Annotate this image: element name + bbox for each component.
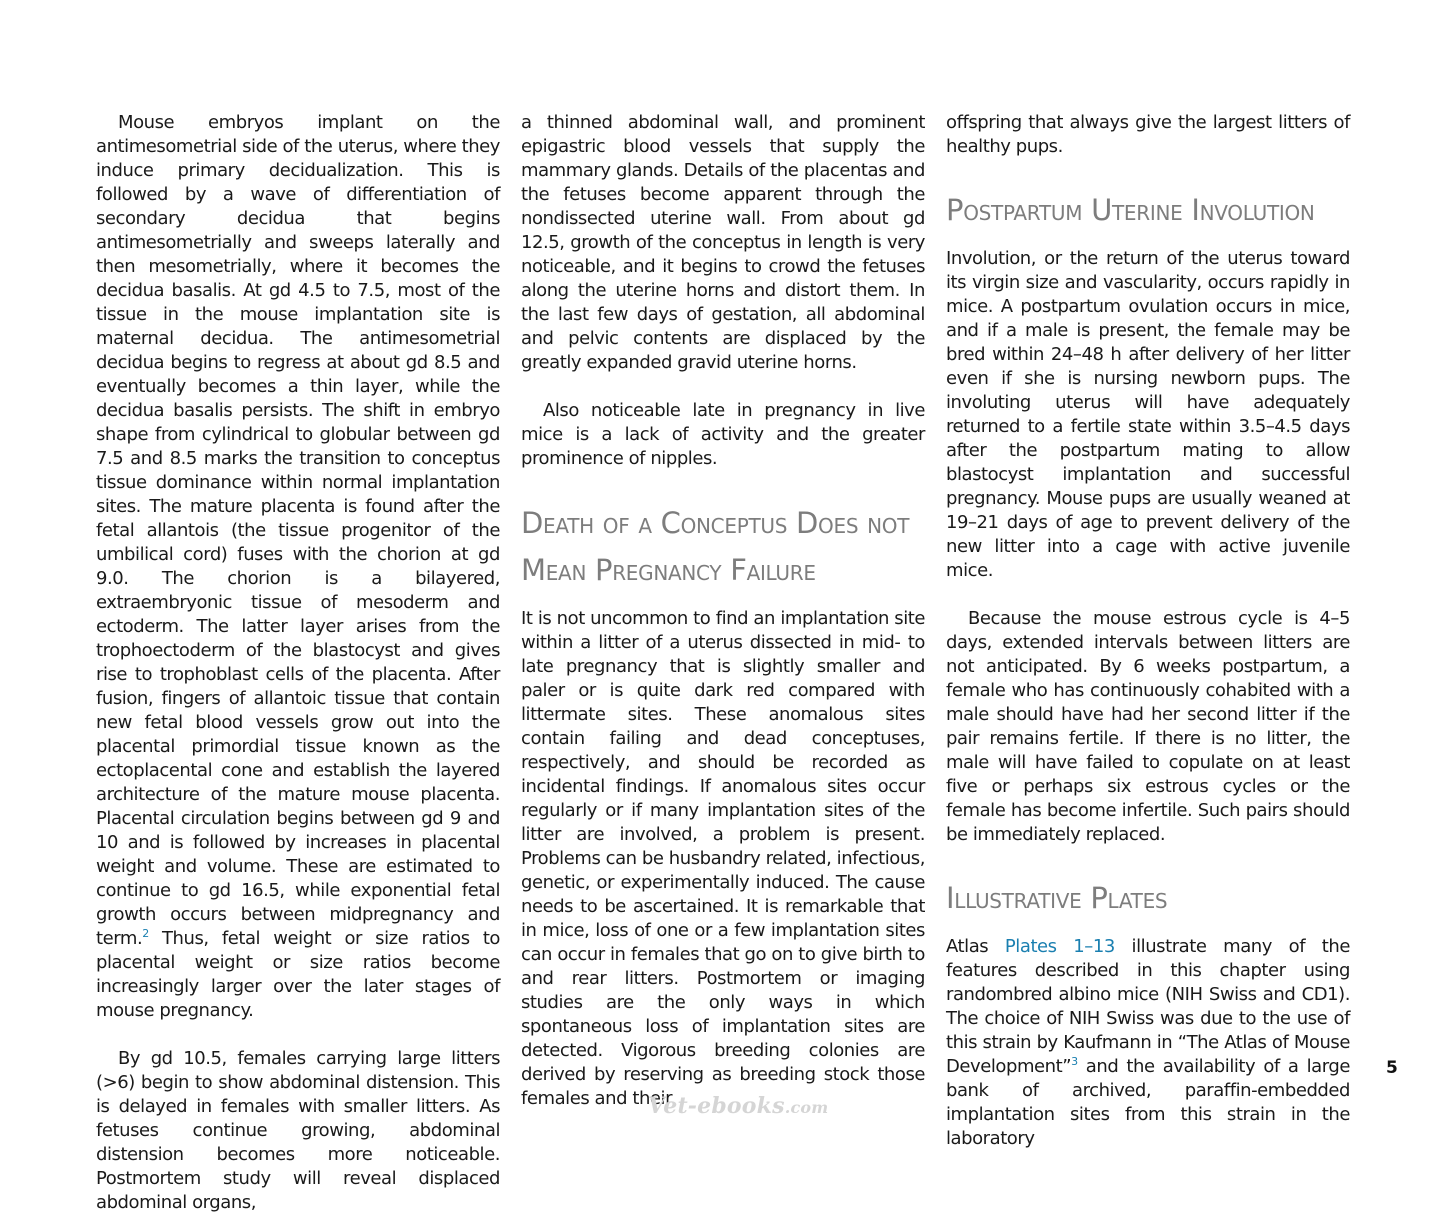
watermark-main: Vet-ebooks xyxy=(648,1093,785,1119)
footnote-ref-link[interactable]: 3 xyxy=(1071,1055,1078,1068)
paragraph-text: and the availability of a large bank of archived, paraffin-embedded implantation sites from this strain in the laboratory xyxy=(946,1056,1350,1149)
paragraph-text: Thus, fetal weight or size ratios to placental weight or size ratios become increasingly larger over the later stages of mouse pregnancy. xyxy=(96,928,500,1021)
section-heading: Illustrative Plates xyxy=(946,881,1168,915)
paragraph: By gd 10.5, females carrying large litters (>6) begin to show abdominal distension. This is delayed in females with smaller litters. As fetuses continue growing, abdominal distension becomes more noticeable. Postmortem study will reveal displaced abdominal organs, xyxy=(96,1048,500,1213)
paragraph-text: Mouse embryos implant on the antimesometrial side of the uterus, where they induce primary decidualization. This is followed by a wave of differentiation of secondary decidua that begins antimesometrially and sweeps laterally and then mesometrially, where it becomes the decidua basalis. At gd 4.5 to 7.5, most of the tissue in the mouse implantation site is maternal decidua. The antimesometrial decidua begins to regress at about gd 8.5 and eventually becomes a thin layer, while the decidua basalis persists. The shift in embryo shape from cylindrical to globular between gd 7.5 and 8.5 marks the transition to conceptus tissue dominance within normal implantation sites. The mature placenta is found after the fetal allantois (the tissue progenitor of the umbilical cord) fuses with the chorion at gd 9.0. The chorion is a bilayered, extraembryonic tissue of mesoderm and ectoderm. The latter layer arises from the trophoectoderm of the blastocyst and gives rise to trophoblast cells of the placenta. After fusion, fingers of allantoic tissue that contain new fetal blood vessels grow out into the placental primordial tissue known as the ectoplacental cone and establish the layered architecture of the mature mouse placenta. Placental circulation begins between gd 9 and 10 and is followed by increases in placental weight and volume. These are estimated to continue to gd 16.5, while exponential fetal growth occurs between midpregnancy and term. xyxy=(96,112,500,949)
page-number: 5 xyxy=(1386,1058,1398,1078)
watermark-suffix: .com xyxy=(784,1098,829,1117)
paragraph xyxy=(96,111,500,1023)
paragraph: offspring that always give the largest litters of healthy pups. xyxy=(946,112,1350,157)
text-column-3 xyxy=(946,111,1350,1151)
watermark-logo xyxy=(648,1093,828,1119)
paragraph xyxy=(946,935,1350,1151)
text-column-1 xyxy=(96,111,500,1215)
paragraph: Because the mouse estrous cycle is 4–5 days, extended intervals between litters are not anticipated. By 6 weeks postpartum, a female who has continuously cohabited with a male should have had her second litter if the pair remains fertile. If there is no litter, the male will have failed to copulate on at least five or perhaps six estrous cycles or the female has become infertile. Such pairs should be immediately replaced. xyxy=(946,608,1350,845)
text-column-2 xyxy=(521,111,925,1111)
plates-link[interactable]: Plates 1–13 xyxy=(1004,936,1115,957)
paragraph-text: illustrate many of the features described in this chapter using randombred albino mice (NIH Swiss and CD1). The choice of NIH Swiss was due to the use of this strain by Kaufmann in “The Atlas of Mouse Development” xyxy=(946,936,1350,1077)
paragraph: Involution, or the return of the uterus toward its virgin size and vascularity, occurs rapidly in mice. A postpartum ovulation occurs in mice, and if a male is present, the female may be bred within 24–48 h after delivery of her litter even if she is nursing newborn pups. The involuting uterus will have adequately returned to a fertile state within 3.5–4.5 days after the postpartum mating to allow blastocyst implantation and successful pregnancy. Mouse pups are usually weaned at 19–21 days of age to prevent delivery of the new litter into a cage with active juvenile mice. xyxy=(946,248,1350,581)
paragraph-text: Atlas xyxy=(946,936,1005,957)
paragraph: a thinned abdominal wall, and prominent epigastric blood vessels that supply the mammary glands. Details of the placentas and the fetuses become apparent through the nondissected uterine wall. From about gd 12.5, growth of the conceptus in length is very noticeable, and it begins to crowd the fetuses along the uterine horns and distort them. In the last few days of gestation, all abdominal and pelvic contents are displaced by the greatly expanded gravid uterine horns. xyxy=(521,112,925,373)
paragraph: Also noticeable late in pregnancy in live mice is a lack of activity and the greater prominence of nipples. xyxy=(521,400,925,469)
footnote-ref-link[interactable]: 2 xyxy=(142,927,149,940)
paragraph: It is not uncommon to find an implantation site within a litter of a uterus dissected in mid- to late pregnancy that is slightly smaller and paler or is quite dark red compared with littermate sites. These anomalous sites contain failing and dead conceptuses, respectively, and should be recorded as incidental findings. If anomalous sites occur regularly or if many implantation sites of the litter are involved, a problem is present. Problems can be husbandry related, infectious, genetic, or experimentally induced. The cause needs to be ascertained. It is remarkable that in mice, loss of one or a few implantation sites can occur in females that go on to give birth to and rear litters. Postmortem or imaging studies are the only ways in which spontaneous loss of implantation sites are detected. Vigorous breeding colonies are derived by reserving as breeding stock those females and their xyxy=(521,608,925,1109)
section-heading: Death of a Conceptus Does not Mean Pregnancy Failure xyxy=(521,506,910,587)
section-heading: Postpartum Uterine Involution xyxy=(946,193,1315,227)
